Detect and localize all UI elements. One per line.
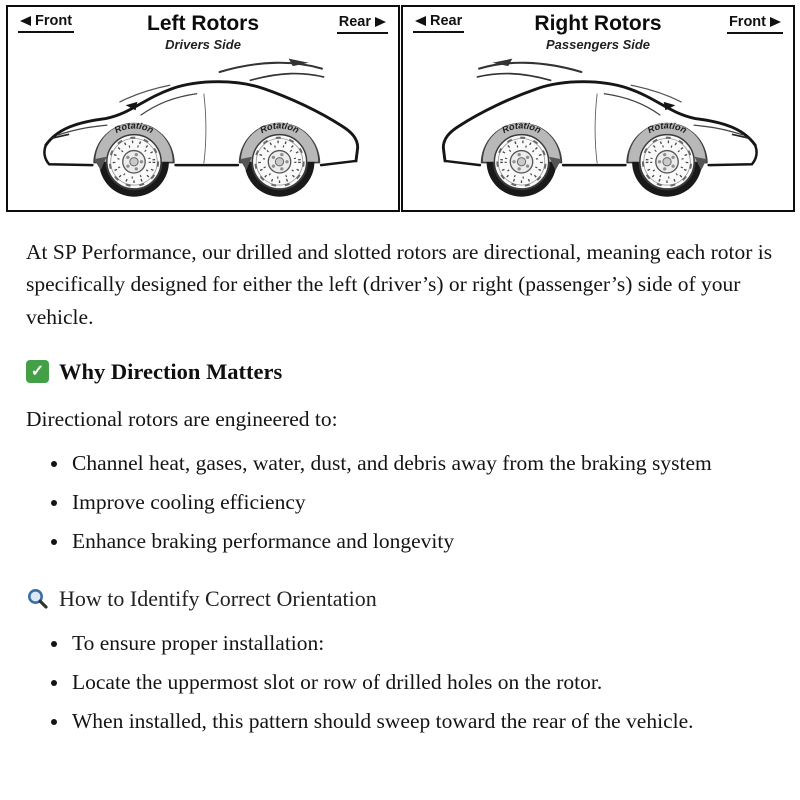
why-bullet-list	[26, 447, 774, 558]
panel-title: Left Rotors	[147, 12, 259, 35]
why-lead-paragraph: Directional rotors are engineered to:	[26, 406, 338, 431]
rotation-label: Rotation	[500, 120, 543, 136]
panel-subtitle: Drivers Side	[165, 37, 241, 53]
intro-paragraph: At SP Performance, our drilled and slotted rotors are directional, meaning each rotor is specifically designed for either the left (driver’s) or right (passenger’s) side of your vehicle.	[26, 240, 773, 329]
arrow-right-icon	[375, 17, 386, 27]
list-item: • To ensure proper installation:	[70, 627, 774, 659]
arrow-left-icon	[20, 16, 31, 26]
panel-title: Right Rotors	[534, 12, 662, 35]
panel-subtitle: Passengers Side	[545, 37, 651, 53]
rotation-label: Rotation	[258, 120, 301, 136]
rotation-label: Rotation	[645, 120, 689, 136]
rotation-label: Rotation	[112, 120, 156, 136]
direction-text: Rear	[430, 13, 463, 29]
right-panel-header	[403, 7, 793, 52]
arrow-left-icon	[415, 16, 426, 26]
magnifier-icon	[26, 587, 49, 610]
rear-direction-label	[337, 14, 388, 34]
identify-bullet-list	[26, 627, 774, 738]
list-item: • Channel heat, gases, water, dust, and debris away from the braking system	[70, 447, 774, 479]
left-panel-header	[8, 7, 398, 52]
direction-text: Front	[35, 13, 73, 29]
right-car-illustration	[403, 52, 793, 210]
left-car-illustration	[8, 52, 398, 210]
left-rotors-panel	[6, 5, 400, 212]
list-item: • Improve cooling efficiency	[70, 486, 774, 518]
why-direction-matters-heading	[26, 355, 774, 389]
identify-orientation-heading	[26, 582, 774, 615]
arrow-right-icon	[770, 17, 781, 27]
right-rotors-panel	[401, 5, 795, 212]
heading-text: Why Direction Matters	[59, 358, 283, 384]
article-body	[0, 212, 800, 737]
direction-text: Rear	[338, 14, 371, 30]
heading-text: How to Identify Correct Orientation	[59, 585, 377, 611]
list-item: • Enhance braking performance and longevity	[70, 525, 774, 557]
front-direction-label	[18, 13, 74, 33]
rear-direction-label	[413, 13, 464, 33]
rotor-direction-diagram	[6, 5, 795, 212]
list-item: • Locate the uppermost slot or row of drilled holes on the rotor.	[70, 666, 774, 698]
list-item: • When installed, this pattern should sweep toward the rear of the vehicle.	[70, 705, 774, 737]
check-icon: ✓	[26, 360, 49, 383]
front-direction-label	[727, 14, 783, 34]
direction-text: Front	[728, 14, 766, 30]
